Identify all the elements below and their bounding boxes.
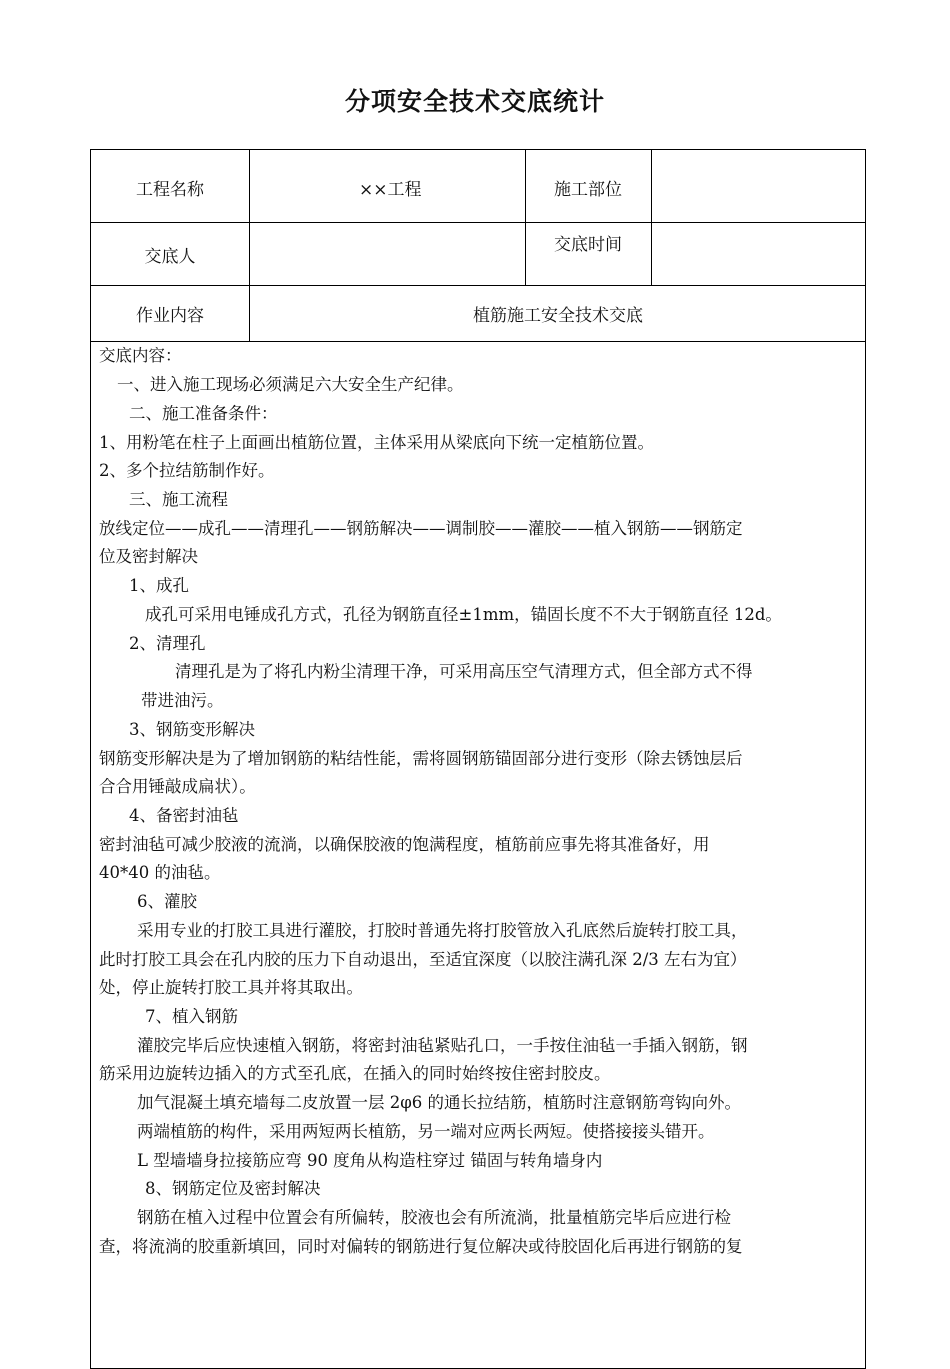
content-line: 一、进入施工现场必须满足六大安全生产纪律。 xyxy=(117,375,464,394)
content-line: 6、灌胶 xyxy=(137,892,197,911)
content-line: 位及密封解决 xyxy=(99,547,198,566)
work-content-label: 作业内容 xyxy=(136,306,204,326)
content-line: 2、清理孔 xyxy=(129,634,206,653)
content-line: 二、施工准备条件： xyxy=(129,404,278,423)
row-divider xyxy=(91,285,865,286)
content-line: 40*40 的油毡。 xyxy=(99,863,221,882)
page-title: 分项安全技术交底统计 xyxy=(344,87,605,116)
content-line: 钢筋变形解决是为了增加钢筋的粘结性能，需将圆钢筋锚固部分进行变形（除去锈蚀层后 xyxy=(99,749,743,768)
content-heading: 交底内容： xyxy=(99,346,182,365)
content-line: 两端植筋的构件，采用两短两长植筋，另一端对应两长两短。使搭接接头错开。 xyxy=(137,1122,715,1141)
content-line: 此时打胶工具会在孔内胶的压力下自动退出，至适宜深度（以胶注满孔深 2/3 左右为宜） xyxy=(99,950,747,969)
content-line: 密封油毡可减少胶液的流淌，以确保胶液的饱满程度，植筋前应事先将其准备好，用 xyxy=(99,835,710,854)
content-line: 查，将流淌的胶重新填回，同时对偏转的钢筋进行复位解决或待胶固化后再进行钢筋的复 xyxy=(99,1237,743,1256)
content-line: 1、用粉笔在柱子上面画出植筋位置，主体采用从梁底向下统一定植筋位置。 xyxy=(99,433,654,452)
content-line: 2、多个拉结筋制作好。 xyxy=(99,461,275,480)
content-line: 三、施工流程 xyxy=(129,490,228,509)
content-line: 加气混凝土填充墙每二皮放置一层 2φ6 的通长拉结筋，植筋时注意钢筋弯钩向外。 xyxy=(137,1093,742,1112)
location-label: 施工部位 xyxy=(554,180,622,200)
content-line: 成孔可采用电锤成孔方式，孔径为钢筋直径±1mm，锚固长度不不大于钢筋直径 12d。 xyxy=(145,605,782,624)
column-divider xyxy=(525,150,526,285)
content-line: 带进油污。 xyxy=(141,691,224,710)
content-line: 钢筋在植入过程中位置会有所偏转，胶液也会有所流淌，批量植筋完毕后应进行检 xyxy=(137,1208,731,1227)
content-line: 1、成孔 xyxy=(129,576,189,595)
row-divider xyxy=(91,222,865,223)
content-line: 灌胶完毕后应快速植入钢筋，将密封油毡紧贴孔口，一手按住油毡一手插入钢筋，钢 xyxy=(137,1036,748,1055)
content-line: 合合用锤敲成扁状）。 xyxy=(99,777,256,796)
content-line: L 型墙墙身拉接筋应弯 90 度角从构造柱穿过 锚固与转角墙身内 xyxy=(137,1151,603,1170)
content-line: 采用专业的打胶工具进行灌胶，打胶时普通先将打胶管放入孔底然后旋转打胶工具， xyxy=(137,921,748,940)
safety-briefing-table xyxy=(90,149,866,1369)
content-line: 4、备密封油毡 xyxy=(129,806,239,825)
project-name-label: 工程名称 xyxy=(136,180,204,200)
content-line: 放线定位——成孔——清理孔——钢筋解决——调制胶——灌胶——植入钢筋——钢筋定 xyxy=(99,519,743,538)
row-divider xyxy=(91,341,865,342)
work-content-value: 植筋施工安全技术交底 xyxy=(473,306,643,326)
briefer-label: 交底人 xyxy=(144,247,196,267)
content-line: 3、钢筋变形解决 xyxy=(129,720,255,739)
content-line: 7、植入钢筋 xyxy=(145,1007,238,1026)
content-line: 清理孔是为了将孔内粉尘清理干净，可采用高压空气清理方式，但全部方式不得 xyxy=(175,662,753,681)
column-divider xyxy=(651,150,652,285)
project-name-value: ××工程 xyxy=(359,180,422,200)
content-line: 8、钢筋定位及密封解决 xyxy=(145,1179,321,1198)
time-label: 交底时间 xyxy=(554,235,622,255)
content-line: 处，停止旋转打胶工具并将其取出。 xyxy=(99,978,363,997)
content-line: 筋采用边旋转边插入的方式至孔底，在插入的同时始终按住密封胶皮。 xyxy=(99,1064,611,1083)
